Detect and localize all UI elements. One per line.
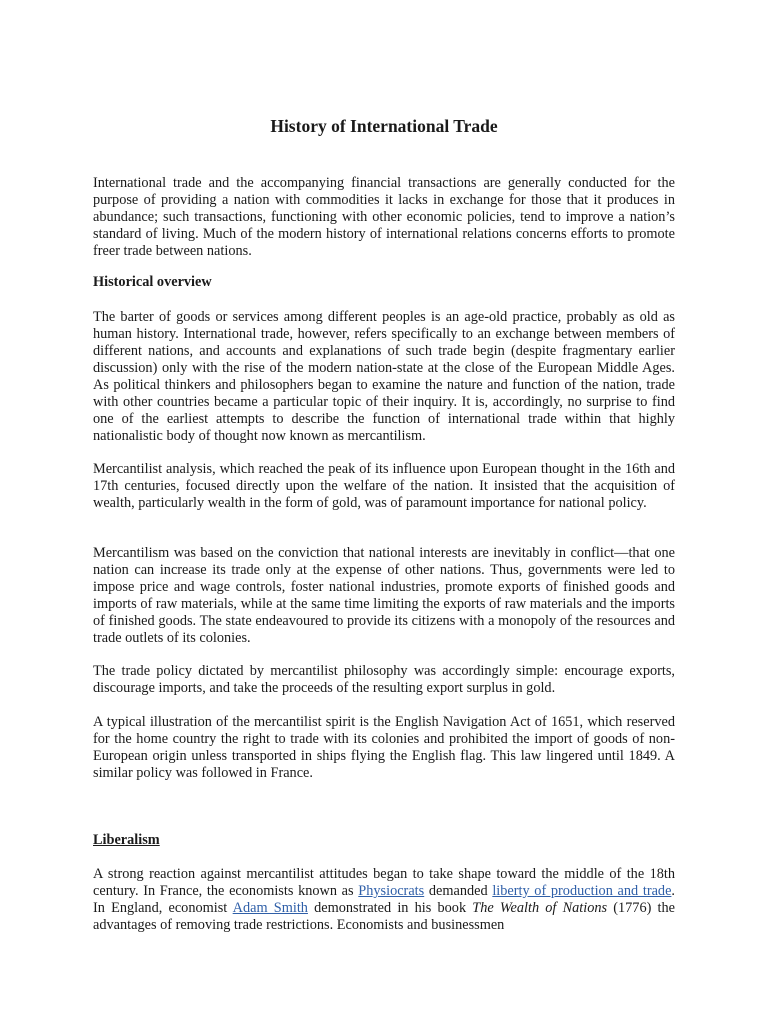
liberalism-text-part4: demonstrated in his book (307, 900, 473, 916)
overview-paragraph-block-2 (93, 461, 675, 512)
adam-smith-link[interactable]: Adam Smith (232, 900, 308, 916)
section-heading-historical-overview: Historical overview (93, 274, 212, 290)
liberalism-text-part2: demanded (424, 883, 493, 899)
book-title: The Wealth of Nations (472, 900, 608, 916)
liberalism-section (93, 832, 675, 849)
historical-overview-section (93, 274, 675, 291)
overview-paragraph-block-1 (93, 309, 675, 445)
liberalism-paragraph (93, 866, 675, 934)
liberty-of-production-link[interactable]: liberty of production and trade (492, 883, 672, 899)
liberalism-text-part1: A strong reaction against mercantilist attitudes began to take shape toward the middle of the 18th century. In France, the economists known as (93, 866, 675, 899)
overview-paragraph-block-5 (93, 714, 675, 782)
intro-section (93, 175, 675, 260)
body-paragraph: The barter of goods or services among different peoples is an age-old practice, probably as old as human history. International trade, however, refers specifically to an exchange between members of different nations, and accounts and explanations of such trade begin (despite fragmentary earlier discussion) only with the rise of the modern nation-state at the close of the European Middle Ages. As political thinkers and philosophers began to examine the nature and function of the nation, trade with other countries became a particular topic of their inquiry. It is, accordingly, no surprise to find one of the earliest attempts to describe the function of international trade within that highly nationalistic body of thought now known as mercantilism. (93, 309, 675, 444)
body-paragraph: Mercantilism was based on the conviction that national interests are inevitably in conflict—that one nation can increase its trade only at the expense of other nations. Thus, governments were led to impose price and wage controls, foster national industries, promote exports of finished goods and imports of raw materials, while at the same time limiting the exports of raw materials and the imports of finished goods. The state endeavoured to provide its citizens with a monopoly of the resources and trade outlets of its colonies. (93, 545, 675, 646)
section-heading-liberalism: Liberalism (93, 832, 160, 848)
body-paragraph: The trade policy dictated by mercantilist philosophy was accordingly simple: encourage exports, discourage imports, and take the proceeds of the resulting export surplus in gold. (93, 663, 675, 696)
physiocrats-link[interactable]: Physiocrats (358, 883, 425, 899)
body-paragraph: Mercantilist analysis, which reached the peak of its influence upon European thought in the 16th and 17th centuries, focused directly upon the welfare of the nation. It insisted that the acquisition of wealth, particularly wealth in the form of gold, was of paramount importance for national policy. (93, 461, 675, 511)
liberalism-text-part5: (1776) the advantages of removing trade restrictions. Economists and businessmen (93, 900, 676, 933)
overview-paragraph-block-4 (93, 663, 675, 697)
overview-paragraph-block-3 (93, 545, 675, 647)
intro-paragraph: International trade and the accompanying financial transactions are generally conducted for the purpose of providing a nation with commodities it lacks in exchange for those that it produces in abundance; such transactions, functioning with other economic policies, tend to improve a nation’s standard of living. Much of the modern history of international relations concerns efforts to promote freer trade between nations. (93, 175, 675, 259)
liberalism-text-part3: . In England, economist (93, 883, 675, 916)
page-title: History of International Trade (270, 116, 498, 136)
body-paragraph: A typical illustration of the mercantilist spirit is the English Navigation Act of 1651, which reserved for the home country the right to trade with its colonies and prohibited the import of goods of non-European origin unless transported in ships flying the English flag. This law lingered until 1849. A similar policy was followed in France. (93, 714, 675, 781)
liberalism-paragraph-block (93, 866, 675, 934)
